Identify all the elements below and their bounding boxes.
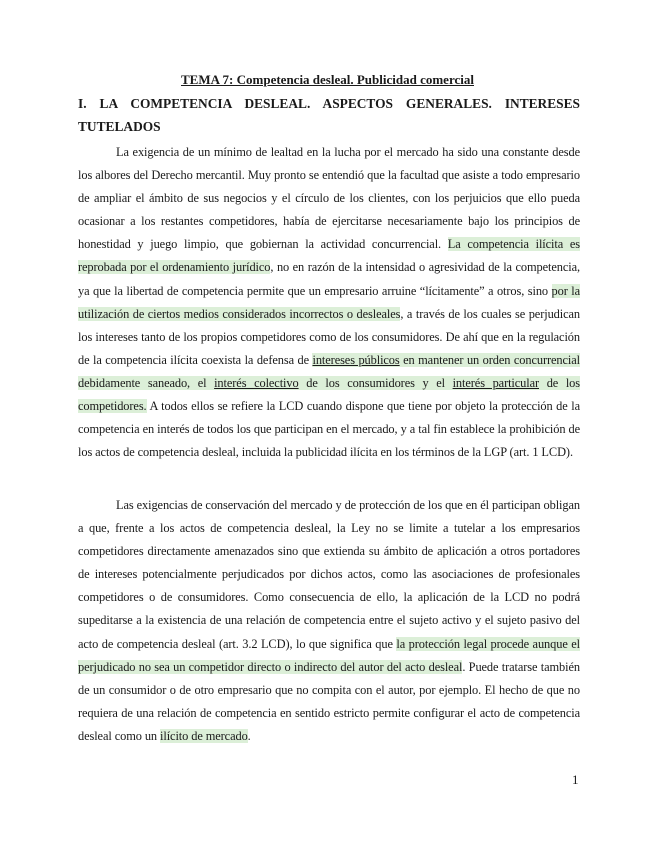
- paragraph-2: [78, 494, 580, 748]
- paragraph-2-text-a: Las exigencias de conservación del mercado y de protección de los que en él participan obligan a que, frente a los actos de competencia desleal, la Ley no se limite a tutelar a los empresarios competidores directamente amenazados sino que extienda su ámbito de aplicación a otros portadores de intereses potencialmente perjudicados por dichos actos, como las asociaciones de profesionales competidores o de consumidores. Como consecuencia de ello, la aplicación de la LCD no podrá supeditarse a la existencia de una relación de competencia entre el sujeto activo y el sujeto pasivo del acto de competencia desleal (art. 3.2 LCD), lo que significa que: [78, 498, 580, 651]
- page-number: 1: [572, 772, 579, 787]
- paragraph-1-text-d: A todos ellos se refiere la LCD cuando dispone que tiene por objeto la protección de la competencia en interés de todos los que participan en el mercado, y a tal fin establece la prohibición de los actos de competencia desleal, incluida la publicidad ilícita en los términos de la LGP (art. 1 LCD).: [78, 399, 580, 460]
- highlight-interes-particular: interés particular: [452, 375, 540, 390]
- section-heading-line-2: TUTELADOS: [78, 119, 161, 134]
- highlight-interes-colectivo: interés colectivo: [214, 375, 299, 390]
- document-title: TEMA 7: Competencia desleal. Publicidad comercial: [181, 72, 474, 87]
- highlight-proteccion-legal: la protección legal procede aunque el perjudicado no sea un competidor directo o indirecto del autor del acto desleal: [78, 636, 580, 674]
- highlight-orden-concurrencial: en mantener un orden concurrencial debidamente saneado, el: [78, 352, 580, 390]
- paragraph-1: [78, 141, 580, 464]
- highlight-competencia-ilicita: La competencia ilícita es reprobada por el ordenamiento jurídico: [78, 237, 580, 275]
- highlight-medios-desleales: por la utilización de ciertos medios considerados incorrectos o desleales: [78, 283, 580, 321]
- highlight-competidores: de los competidores.: [78, 375, 580, 414]
- section-heading: [78, 92, 580, 138]
- paragraph-2-text-b: . Puede tratarse también de un consumidor o de otro empresario que no compita con el autor, por ejemplo. El hecho de que no requiera de una relación de competencia en sentido estricto permite configurar el acto de competencia desleal como un: [78, 659, 580, 743]
- highlight-ilicito-de-mercado: ilícito de mercado: [160, 728, 248, 743]
- paragraph-1-text-c: , a través de los cuales se perjudican los intereses tanto de los propios competidores como de los consumidores. De ahí que en la regulación de la competencia ilícita coexista la defensa de: [78, 306, 580, 367]
- paragraph-1-text-b: , no en razón de la intensidad o agresividad de la competencia, ya que la libertad de competencia permite que un empresario arruine “lícitamente” a otros, sino: [78, 260, 580, 298]
- paragraph-1-text-a: La exigencia de un mínimo de lealtad en la lucha por el mercado ha sido una constante desde los albores del Derecho mercantil. Muy pronto se entendió que la facultad que asiste a todo empresario de ampliar el ámbito de sus negocios y el círculo de los clientes, con los perjuicios que ello pueda ocasionar a los restantes competidores, había de ejercitarse necesariamente bajo los principios de honestidad y juego limpio, que gobiernan la actividad concurrencial.: [78, 145, 580, 252]
- section-heading-line-1: I. LA COMPETENCIA DESLEAL. ASPECTOS GENERALES. INTERESES: [78, 96, 580, 111]
- highlight-consumidores: de los consumidores y el: [298, 375, 453, 390]
- highlight-intereses-publicos: intereses públicos: [312, 352, 400, 367]
- paragraph-2-text-c: .: [247, 728, 251, 743]
